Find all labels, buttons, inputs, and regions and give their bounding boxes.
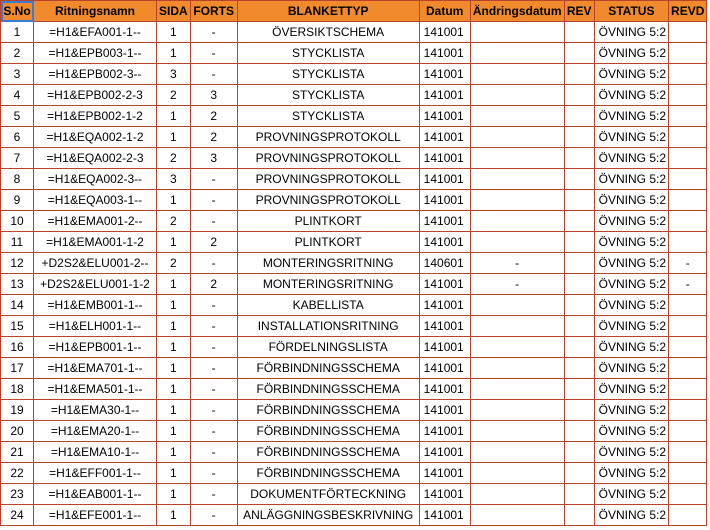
cell-sno[interactable]: 2 [1, 43, 34, 64]
cell-blankettyp[interactable]: DOKUMENTFÖRTECKNING [237, 484, 419, 505]
cell-datum[interactable]: 141001 [419, 85, 470, 106]
cell-andringsdatum[interactable] [470, 106, 564, 127]
cell-sno[interactable]: 18 [1, 379, 34, 400]
cell-status[interactable]: ÖVNING 5:2 [594, 85, 668, 106]
cell-ritningsnamn[interactable]: =H1&EMB001-1-- [34, 295, 157, 316]
cell-rev[interactable] [564, 106, 594, 127]
cell-status[interactable]: ÖVNING 5:2 [594, 169, 668, 190]
cell-sida[interactable]: 1 [157, 22, 191, 43]
cell-blankettyp[interactable]: FÖRBINDNINGSSCHEMA [237, 400, 419, 421]
cell-sida[interactable]: 1 [157, 295, 191, 316]
cell-sida[interactable]: 1 [157, 463, 191, 484]
cell-sida[interactable]: 1 [157, 400, 191, 421]
cell-rev[interactable] [564, 484, 594, 505]
cell-andringsdatum[interactable] [470, 400, 564, 421]
cell-sida[interactable]: 1 [157, 316, 191, 337]
cell-datum[interactable]: 141001 [419, 190, 470, 211]
cell-rev[interactable] [564, 337, 594, 358]
cell-blankettyp[interactable]: PROVNINGSPROTOKOLL [237, 148, 419, 169]
cell-forts[interactable]: - [190, 337, 237, 358]
cell-status[interactable]: ÖVNING 5:2 [594, 295, 668, 316]
cell-datum[interactable]: 141001 [419, 274, 470, 295]
table-row [1, 190, 707, 211]
cell-ritningsnamn[interactable]: =H1&EQA002-3-- [34, 169, 157, 190]
header-status[interactable]: STATUS [594, 1, 668, 22]
cell-blankettyp[interactable]: KABELLISTA [237, 295, 419, 316]
table-row [1, 379, 707, 400]
cell-revd[interactable] [669, 295, 707, 316]
cell-datum[interactable]: 141001 [419, 316, 470, 337]
cell-revd[interactable] [669, 169, 707, 190]
cell-revd[interactable] [669, 379, 707, 400]
cell-sida[interactable]: 2 [157, 253, 191, 274]
cell-status[interactable]: ÖVNING 5:2 [594, 484, 668, 505]
cell-rev[interactable] [564, 274, 594, 295]
cell-andringsdatum[interactable] [470, 190, 564, 211]
cell-sno[interactable]: 11 [1, 232, 34, 253]
cell-forts[interactable]: - [190, 484, 237, 505]
cell-andringsdatum[interactable] [470, 337, 564, 358]
cell-andringsdatum[interactable] [470, 169, 564, 190]
cell-forts[interactable]: - [190, 295, 237, 316]
cell-sida[interactable]: 1 [157, 505, 191, 526]
cell-sida[interactable]: 1 [157, 274, 191, 295]
cell-rev[interactable] [564, 211, 594, 232]
cell-andringsdatum[interactable] [470, 379, 564, 400]
cell-forts[interactable]: 2 [190, 106, 237, 127]
cell-sida[interactable]: 1 [157, 379, 191, 400]
cell-revd[interactable] [669, 442, 707, 463]
cell-datum[interactable]: 141001 [419, 295, 470, 316]
cell-blankettyp[interactable]: MONTERINGSRITNING [237, 253, 419, 274]
cell-blankettyp[interactable]: MONTERINGSRITNING [237, 274, 419, 295]
cell-blankettyp[interactable]: PLINTKORT [237, 211, 419, 232]
cell-ritningsnamn[interactable]: =H1&EQA002-2-3 [34, 148, 157, 169]
cell-forts[interactable]: 2 [190, 232, 237, 253]
table-row [1, 337, 707, 358]
cell-status[interactable]: ÖVNING 5:2 [594, 463, 668, 484]
cell-andringsdatum[interactable]: - [470, 253, 564, 274]
cell-forts[interactable]: - [190, 43, 237, 64]
cell-status[interactable]: ÖVNING 5:2 [594, 22, 668, 43]
cell-forts[interactable]: - [190, 316, 237, 337]
cell-sno[interactable]: 22 [1, 463, 34, 484]
cell-datum[interactable]: 141001 [419, 463, 470, 484]
cell-ritningsnamn[interactable]: =H1&EAB001-1-- [34, 484, 157, 505]
table-row [1, 106, 707, 127]
cell-revd[interactable] [669, 148, 707, 169]
cell-rev[interactable] [564, 64, 594, 85]
cell-status[interactable]: ÖVNING 5:2 [594, 190, 668, 211]
cell-status[interactable]: ÖVNING 5:2 [594, 64, 668, 85]
cell-andringsdatum[interactable] [470, 421, 564, 442]
cell-status[interactable]: ÖVNING 5:2 [594, 148, 668, 169]
cell-ritningsnamn[interactable]: =H1&EMA501-1-- [34, 379, 157, 400]
cell-sida[interactable]: 1 [157, 484, 191, 505]
cell-sno[interactable]: 1 [1, 22, 34, 43]
cell-ritningsnamn[interactable]: =H1&EMA001-1-2 [34, 232, 157, 253]
cell-datum[interactable]: 141001 [419, 484, 470, 505]
cell-rev[interactable] [564, 463, 594, 484]
cell-revd[interactable] [669, 64, 707, 85]
cell-status[interactable]: ÖVNING 5:2 [594, 505, 668, 526]
cell-forts[interactable]: - [190, 421, 237, 442]
cell-forts[interactable]: - [190, 64, 237, 85]
cell-datum[interactable]: 141001 [419, 64, 470, 85]
cell-andringsdatum[interactable]: - [470, 274, 564, 295]
cell-blankettyp[interactable]: STYCKLISTA [237, 43, 419, 64]
cell-andringsdatum[interactable] [470, 148, 564, 169]
cell-status[interactable]: ÖVNING 5:2 [594, 127, 668, 148]
cell-blankettyp[interactable]: FÖRDELNINGSLISTA [237, 337, 419, 358]
cell-andringsdatum[interactable] [470, 316, 564, 337]
cell-blankettyp[interactable]: FÖRBINDNINGSSCHEMA [237, 421, 419, 442]
cell-datum[interactable]: 141001 [419, 106, 470, 127]
cell-datum[interactable]: 141001 [419, 400, 470, 421]
cell-sida[interactable]: 1 [157, 43, 191, 64]
cell-andringsdatum[interactable] [470, 22, 564, 43]
cell-andringsdatum[interactable] [470, 505, 564, 526]
cell-status[interactable]: ÖVNING 5:2 [594, 211, 668, 232]
cell-ritningsnamn[interactable]: +D2S2&ELU001-1-2 [34, 274, 157, 295]
cell-revd[interactable] [669, 211, 707, 232]
cell-sno[interactable]: 20 [1, 421, 34, 442]
cell-rev[interactable] [564, 379, 594, 400]
cell-forts[interactable]: - [190, 169, 237, 190]
cell-datum[interactable]: 141001 [419, 211, 470, 232]
cell-revd[interactable] [669, 232, 707, 253]
cell-andringsdatum[interactable] [470, 442, 564, 463]
cell-datum[interactable]: 141001 [419, 127, 470, 148]
cell-rev[interactable] [564, 22, 594, 43]
cell-blankettyp[interactable]: FÖRBINDNINGSSCHEMA [237, 463, 419, 484]
cell-sno[interactable]: 7 [1, 148, 34, 169]
table-row [1, 22, 707, 43]
cell-rev[interactable] [564, 148, 594, 169]
cell-ritningsnamn[interactable]: =H1&EPB001-1-- [34, 337, 157, 358]
cell-revd[interactable] [669, 484, 707, 505]
cell-revd[interactable]: - [669, 274, 707, 295]
cell-sida[interactable]: 1 [157, 232, 191, 253]
table-row [1, 295, 707, 316]
cell-sida[interactable]: 3 [157, 64, 191, 85]
cell-ritningsnamn[interactable]: =H1&ELH001-1-- [34, 316, 157, 337]
cell-status[interactable]: ÖVNING 5:2 [594, 358, 668, 379]
cell-revd[interactable] [669, 400, 707, 421]
cell-rev[interactable] [564, 253, 594, 274]
cell-blankettyp[interactable]: FÖRBINDNINGSSCHEMA [237, 379, 419, 400]
cell-forts[interactable]: - [190, 379, 237, 400]
table-row [1, 211, 707, 232]
cell-rev[interactable] [564, 421, 594, 442]
cell-forts[interactable]: - [190, 190, 237, 211]
cell-ritningsnamn[interactable]: =H1&EFE001-1-- [34, 505, 157, 526]
cell-rev[interactable] [564, 232, 594, 253]
cell-forts[interactable]: - [190, 463, 237, 484]
cell-sno[interactable]: 16 [1, 337, 34, 358]
cell-blankettyp[interactable]: STYCKLISTA [237, 106, 419, 127]
cell-andringsdatum[interactable] [470, 232, 564, 253]
cell-rev[interactable] [564, 295, 594, 316]
cell-ritningsnamn[interactable]: =H1&EPB003-1-- [34, 43, 157, 64]
cell-blankettyp[interactable]: PROVNINGSPROTOKOLL [237, 190, 419, 211]
table-row [1, 442, 707, 463]
cell-rev[interactable] [564, 442, 594, 463]
table-row [1, 85, 707, 106]
table-row [1, 253, 707, 274]
cell-ritningsnamn[interactable]: =H1&EMA10-1-- [34, 442, 157, 463]
cell-sno[interactable]: 17 [1, 358, 34, 379]
header-revd[interactable]: REVD [669, 1, 707, 22]
table-row [1, 169, 707, 190]
header-row [1, 1, 707, 22]
cell-ritningsnamn[interactable]: =H1&EPB002-2-3 [34, 85, 157, 106]
cell-sida[interactable]: 1 [157, 106, 191, 127]
cell-revd[interactable] [669, 22, 707, 43]
cell-rev[interactable] [564, 85, 594, 106]
cell-rev[interactable] [564, 43, 594, 64]
cell-sno[interactable]: 12 [1, 253, 34, 274]
cell-rev[interactable] [564, 505, 594, 526]
cell-blankettyp[interactable]: PLINTKORT [237, 232, 419, 253]
cell-sno[interactable]: 3 [1, 64, 34, 85]
cell-status[interactable]: ÖVNING 5:2 [594, 379, 668, 400]
table-row [1, 400, 707, 421]
cell-revd[interactable]: - [669, 253, 707, 274]
cell-andringsdatum[interactable] [470, 484, 564, 505]
cell-datum[interactable]: 141001 [419, 379, 470, 400]
table-row [1, 484, 707, 505]
cell-sida[interactable]: 1 [157, 190, 191, 211]
cell-blankettyp[interactable]: ÖVERSIKTSCHEMA [237, 22, 419, 43]
table-row [1, 421, 707, 442]
cell-sno[interactable]: 15 [1, 316, 34, 337]
cell-revd[interactable] [669, 85, 707, 106]
cell-datum[interactable]: 141001 [419, 358, 470, 379]
cell-sida[interactable]: 1 [157, 127, 191, 148]
cell-datum[interactable]: 141001 [419, 421, 470, 442]
cell-revd[interactable] [669, 505, 707, 526]
header-sno[interactable]: S.No [1, 1, 34, 22]
table-row [1, 463, 707, 484]
cell-ritningsnamn[interactable]: =H1&EMA701-1-- [34, 358, 157, 379]
table-row [1, 64, 707, 85]
cell-ritningsnamn[interactable]: +D2S2&ELU001-2-- [34, 253, 157, 274]
cell-ritningsnamn[interactable]: =H1&EPB002-1-2 [34, 106, 157, 127]
cell-andringsdatum[interactable] [470, 85, 564, 106]
cell-revd[interactable] [669, 43, 707, 64]
cell-datum[interactable]: 141001 [419, 442, 470, 463]
cell-sida[interactable]: 2 [157, 211, 191, 232]
cell-revd[interactable] [669, 106, 707, 127]
table-row [1, 505, 707, 526]
cell-blankettyp[interactable]: INSTALLATIONSRITNING [237, 316, 419, 337]
table-row [1, 358, 707, 379]
cell-revd[interactable] [669, 421, 707, 442]
cell-rev[interactable] [564, 400, 594, 421]
cell-sno[interactable]: 23 [1, 484, 34, 505]
header-ritningsnamn[interactable]: Ritningsnamn [34, 1, 157, 22]
cell-datum[interactable]: 141001 [419, 169, 470, 190]
cell-datum[interactable]: 140601 [419, 253, 470, 274]
cell-sida[interactable]: 1 [157, 421, 191, 442]
cell-revd[interactable] [669, 127, 707, 148]
cell-sida[interactable]: 1 [157, 337, 191, 358]
cell-forts[interactable]: - [190, 400, 237, 421]
cell-status[interactable]: ÖVNING 5:2 [594, 43, 668, 64]
cell-sida[interactable]: 1 [157, 442, 191, 463]
cell-status[interactable]: ÖVNING 5:2 [594, 442, 668, 463]
header-andringsdatum[interactable]: Ändringsdatum [470, 1, 564, 22]
table-row [1, 127, 707, 148]
header-sida[interactable]: SIDA [157, 1, 191, 22]
cell-status[interactable]: ÖVNING 5:2 [594, 253, 668, 274]
cell-datum[interactable]: 141001 [419, 337, 470, 358]
cell-andringsdatum[interactable] [470, 211, 564, 232]
table-row [1, 43, 707, 64]
cell-ritningsnamn[interactable]: =H1&EQA003-1-- [34, 190, 157, 211]
cell-revd[interactable] [669, 316, 707, 337]
cell-sno[interactable]: 6 [1, 127, 34, 148]
cell-forts[interactable]: - [190, 505, 237, 526]
cell-revd[interactable] [669, 463, 707, 484]
cell-forts[interactable]: - [190, 211, 237, 232]
cell-forts[interactable]: - [190, 253, 237, 274]
table-row [1, 316, 707, 337]
header-datum[interactable]: Datum [419, 1, 470, 22]
cell-blankettyp[interactable]: FÖRBINDNINGSSCHEMA [237, 358, 419, 379]
cell-forts[interactable]: - [190, 358, 237, 379]
cell-status[interactable]: ÖVNING 5:2 [594, 421, 668, 442]
cell-datum[interactable]: 141001 [419, 505, 470, 526]
cell-status[interactable]: ÖVNING 5:2 [594, 274, 668, 295]
cell-ritningsnamn[interactable]: =H1&EMA001-2-- [34, 211, 157, 232]
cell-sida[interactable]: 1 [157, 358, 191, 379]
cell-sno[interactable]: 10 [1, 211, 34, 232]
cell-rev[interactable] [564, 358, 594, 379]
cell-sida[interactable]: 2 [157, 85, 191, 106]
cell-forts[interactable]: - [190, 442, 237, 463]
cell-ritningsnamn[interactable]: =H1&EMA30-1-- [34, 400, 157, 421]
cell-revd[interactable] [669, 337, 707, 358]
cell-forts[interactable]: 3 [190, 148, 237, 169]
cell-sno[interactable]: 4 [1, 85, 34, 106]
cell-rev[interactable] [564, 190, 594, 211]
cell-datum[interactable]: 141001 [419, 43, 470, 64]
header-blankettyp[interactable]: BLANKETTYP [237, 1, 419, 22]
cell-blankettyp[interactable]: PROVNINGSPROTOKOLL [237, 127, 419, 148]
cell-andringsdatum[interactable] [470, 295, 564, 316]
cell-ritningsnamn[interactable]: =H1&EPB002-3-- [34, 64, 157, 85]
cell-andringsdatum[interactable] [470, 64, 564, 85]
cell-revd[interactable] [669, 190, 707, 211]
table-row [1, 274, 707, 295]
header-rev[interactable]: REV [564, 1, 594, 22]
table-row [1, 148, 707, 169]
cell-status[interactable]: ÖVNING 5:2 [594, 316, 668, 337]
cell-status[interactable]: ÖVNING 5:2 [594, 232, 668, 253]
table-body [1, 22, 707, 526]
cell-datum[interactable]: 141001 [419, 232, 470, 253]
cell-sno[interactable]: 24 [1, 505, 34, 526]
cell-sida[interactable]: 2 [157, 148, 191, 169]
cell-sno[interactable]: 13 [1, 274, 34, 295]
cell-rev[interactable] [564, 169, 594, 190]
cell-blankettyp[interactable]: STYCKLISTA [237, 85, 419, 106]
cell-forts[interactable]: 3 [190, 85, 237, 106]
cell-datum[interactable]: 141001 [419, 22, 470, 43]
cell-blankettyp[interactable]: FÖRBINDNINGSSCHEMA [237, 442, 419, 463]
cell-status[interactable]: ÖVNING 5:2 [594, 400, 668, 421]
cell-blankettyp[interactable]: PROVNINGSPROTOKOLL [237, 169, 419, 190]
cell-sida[interactable]: 3 [157, 169, 191, 190]
cell-rev[interactable] [564, 127, 594, 148]
cell-status[interactable]: ÖVNING 5:2 [594, 337, 668, 358]
header-forts[interactable]: FORTS [190, 1, 237, 22]
cell-sno[interactable]: 14 [1, 295, 34, 316]
cell-ritningsnamn[interactable]: =H1&EFF001-1-- [34, 463, 157, 484]
cell-ritningsnamn[interactable]: =H1&EQA002-1-2 [34, 127, 157, 148]
cell-revd[interactable] [669, 358, 707, 379]
cell-rev[interactable] [564, 316, 594, 337]
cell-sno[interactable]: 21 [1, 442, 34, 463]
cell-blankettyp[interactable]: STYCKLISTA [237, 64, 419, 85]
cell-ritningsnamn[interactable]: =H1&EFA001-1-- [34, 22, 157, 43]
table-row [1, 232, 707, 253]
cell-andringsdatum[interactable] [470, 43, 564, 64]
cell-forts[interactable]: 2 [190, 127, 237, 148]
cell-andringsdatum[interactable] [470, 127, 564, 148]
cell-sno[interactable]: 9 [1, 190, 34, 211]
cell-sno[interactable]: 19 [1, 400, 34, 421]
cell-forts[interactable]: - [190, 22, 237, 43]
cell-datum[interactable]: 141001 [419, 148, 470, 169]
cell-blankettyp[interactable]: ANLÄGGNINGSBESKRIVNING [237, 505, 419, 526]
cell-ritningsnamn[interactable]: =H1&EMA20-1-- [34, 421, 157, 442]
cell-andringsdatum[interactable] [470, 463, 564, 484]
cell-status[interactable]: ÖVNING 5:2 [594, 106, 668, 127]
cell-sno[interactable]: 8 [1, 169, 34, 190]
cell-forts[interactable]: 2 [190, 274, 237, 295]
cell-andringsdatum[interactable] [470, 358, 564, 379]
cell-sno[interactable]: 5 [1, 106, 34, 127]
